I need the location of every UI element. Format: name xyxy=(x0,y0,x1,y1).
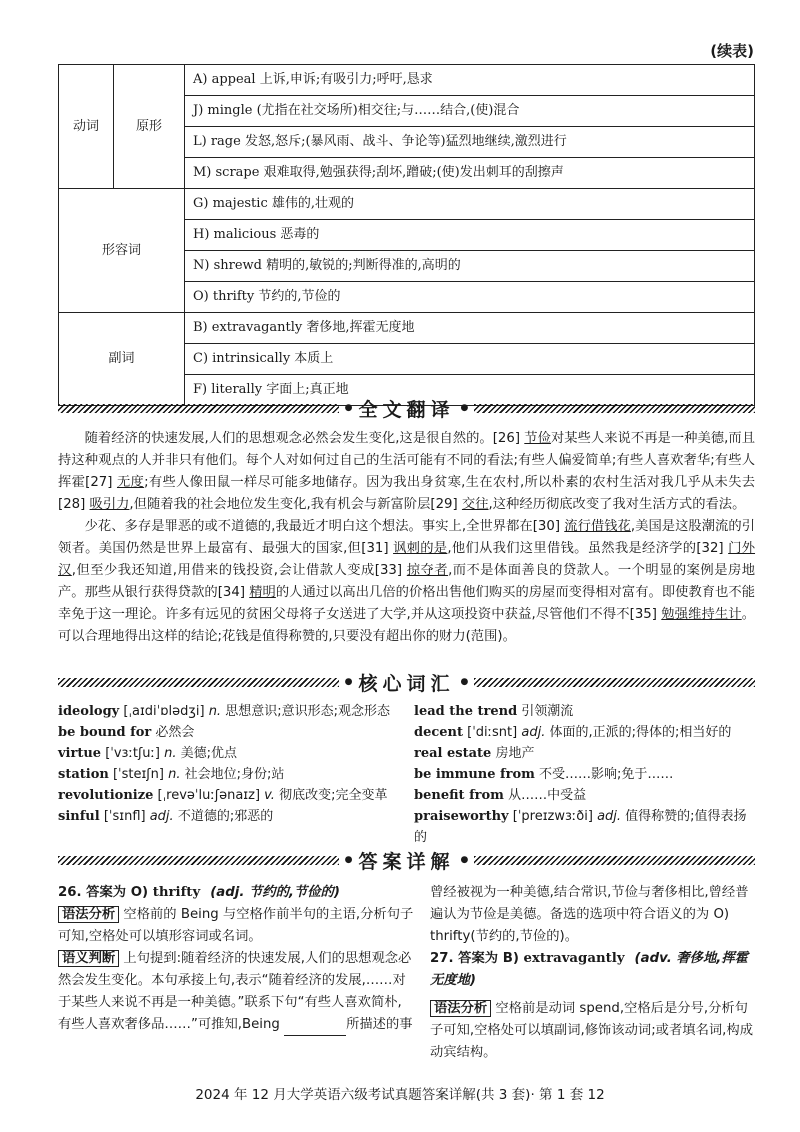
verb-row: A) appeal 上诉,申诉;有吸引力;呼吁,恳求 xyxy=(185,65,755,96)
answer-highlight: 无度 xyxy=(116,475,145,490)
verb-row: J) mingle (尤指在社交场所)相交往;与……结合,(使)混合 xyxy=(185,96,755,127)
core-vocab-heading: 核心词汇 xyxy=(358,672,455,695)
verb-row: L) rage 发怒,怒斥;(暴风雨、战斗、争论等)猛烈地继续,激烈进行 xyxy=(185,127,755,158)
vocab-entry: revolutionize [ˌrevəˈluːʃənaɪz] v. 彻底改变;完全变革 xyxy=(58,788,388,803)
adv-row: C) intrinsically 本质上 xyxy=(185,344,755,375)
answer-highlight: 门外汉 xyxy=(58,541,756,578)
adv-row: B) extravagantly 奢侈地,挥霍无度地 xyxy=(185,313,755,344)
blank-line xyxy=(284,1021,346,1036)
continued-label: (续表) xyxy=(710,42,754,60)
translation-paragraph-1: 随着经济的快速发展,人们的思想观念必然会发生变化,这是很自然的。[26] 节俭对某些人来说不再是一种美德,而且持这种观点的人并非只有他们。每个人对如何过自己的生活可能有不同的看法;有些人偏爱简单;有些人喜欢奢华;有些人挥霍[27] 无度;有些人像田鼠一样尽可能多地储存。因为我出身贫寒,生在农村,所以朴素的农村生活对我几乎从未失去[28] 吸引力,但随着我的社会地位发生变化,我有机会与新富阶层[29] 交往,这种经历彻底改变了我对生活方式的看法。 xyxy=(58,431,756,512)
answers-heading-bar: ● 答案详解 ● xyxy=(58,848,755,872)
vocab-entry: decent [ˈdiːsnt] adj. 体面的,正派的;得体的;相当好的 xyxy=(414,725,732,740)
semantic-judgement-tag: 语义判断 xyxy=(58,950,119,967)
vocab-entry: sinful [ˈsɪnfl] adj. 不道德的;邪恶的 xyxy=(58,809,274,824)
answer-26-semantics: 语义判断 上句提到:随着经济的快速发展,人们的思想观念必然会发生变化。本句承接上句,表示“随着经济的发展,……对于某些人来说不再是一种美德。”联系下句“有些人喜欢简朴,有些人喜欢奢侈品……”可推知,Being 所描述的事 xyxy=(58,948,414,1036)
answer-highlight: 流行借钱花 xyxy=(564,519,631,534)
answer-highlight: 掠夺者 xyxy=(406,563,449,578)
vocab-entry: virtue [ˈvɜːtʃuː] n. 美德;优点 xyxy=(58,746,238,761)
adv-label: 副词 xyxy=(59,313,185,406)
vocab-entry: ideology [ˌaɪdiˈɒlədʒi] n. 思想意识;意识形态;观念形态 xyxy=(58,704,390,719)
adv-row: F) literally 字面上;真正地 xyxy=(185,375,755,406)
page-footer: 2024 年 12 月大学英语六级考试真题答案详解(共 3 套)· 第 1 套 12 xyxy=(195,1087,605,1103)
answer-highlight: 节俭 xyxy=(524,431,551,446)
vocab-entry: benefit from 从……中受益 xyxy=(414,788,587,803)
answer-27-heading: 27. 答案为 B) extravagantly (adv. 奢侈地,挥霍无度地) xyxy=(430,951,748,988)
adj-row: N) shrewd 精明的,敏锐的;判断得准的,高明的 xyxy=(185,251,755,282)
answer-26-heading: 26. 答案为 O) thrifty (adj. 节约的,节俭的) xyxy=(58,885,340,900)
vocab-entry: praiseworthy [ˈpreɪzwɜːði] adj. 值得称赞的;值得表扬的 xyxy=(414,809,747,845)
adj-label: 形容词 xyxy=(59,189,185,313)
vocab-entry: be bound for 必然会 xyxy=(58,725,195,740)
translation-body xyxy=(58,428,755,648)
grammar-analysis-tag: 语法分析 xyxy=(430,1000,491,1017)
vocab-list-right xyxy=(414,701,755,848)
answer-highlight: 精明 xyxy=(249,585,276,600)
answer-highlight: 吸引力 xyxy=(89,497,130,512)
grammar-analysis-tag: 语法分析 xyxy=(58,906,119,923)
translation-paragraph-2: 少花、多存是罪恶的或不道德的,我最近才明白这个想法。事实上,全世界都在[30] 流行借钱花,美国是这股潮流的引领者。美国仍然是世界上最富有、最强大的国家,但[31] 讽刺的是,他们从我们这里借钱。虽然我是经济学的[32] 门外汉,但至少我还知道,用借来的钱投资,会让借款人变成[33] 掠夺者,而不是体面善良的贷款人。一个明显的案例是房地产。那些从银行获得贷款的[34] 精明的人通过以高出几倍的价格出售他们购买的房屋而变得相对富有。即使教育也不能幸免于这一理论。许多有远见的贫困父母将子女送进了大学,并从这项投资中获益,尽管他们不得不[35] 勉强维持生计。可以合理地得出这样的结论;花钱是值得称赞的,只要没有超出你的财力(范围)。 xyxy=(58,519,756,644)
verb-row: M) scrape 艰难取得,勉强获得;刮坏,蹭破;(使)发出刺耳的刮擦声 xyxy=(185,158,755,189)
answer-27-grammar: 语法分析 空格前是动词 spend,空格后是分号,分析句子可知,空格处可以填副词,修饰该动词;或者填名词,构成动宾结构。 xyxy=(430,1001,753,1060)
core-vocab-heading-bar: ● 核心词汇 ● xyxy=(58,670,755,694)
answer-26-grammar: 语法分析 空格前的 Being 与空格作前半句的主语,分析句子可知,空格处可以填形容词或名词。 xyxy=(58,907,414,944)
vocab-entry: station [ˈsteɪʃn] n. 社会地位;身份;站 xyxy=(58,767,285,782)
answer-highlight: 讽刺的是 xyxy=(393,541,448,556)
answer-highlight: 勉强维持生计 xyxy=(661,607,742,622)
vocab-entry: real estate 房地产 xyxy=(414,746,535,761)
answers-left-column xyxy=(58,882,414,1036)
adj-row: H) malicious 恶毒的 xyxy=(185,220,755,251)
vocab-list-left xyxy=(58,701,390,827)
verb-label: 动词 xyxy=(59,65,114,189)
answer-highlight: 交往 xyxy=(461,497,489,512)
vocab-entry: lead the trend 引领潮流 xyxy=(414,704,574,719)
adj-row: G) majestic 雄伟的,壮观的 xyxy=(185,189,755,220)
answer-26-continued: 曾经被视为一种美德,结合常识,节俭与奢侈相比,曾经普遍认为节俭是美德。备选的选项中符合语义的为 O) thrifty(节约的,节俭的)。 xyxy=(430,885,749,944)
vocab-table xyxy=(58,64,755,406)
base-form-label: 原形 xyxy=(114,65,185,189)
answers-right-column xyxy=(430,882,755,1064)
adj-row: O) thrifty 节约的,节俭的 xyxy=(185,282,755,313)
vocab-entry: be immune from 不受……影响;免于…… xyxy=(414,767,674,782)
translation-heading-bar: ● 全文翻译 ● xyxy=(58,396,755,420)
answers-heading: 答案详解 xyxy=(358,850,455,873)
translation-heading: 全文翻译 xyxy=(358,398,455,421)
